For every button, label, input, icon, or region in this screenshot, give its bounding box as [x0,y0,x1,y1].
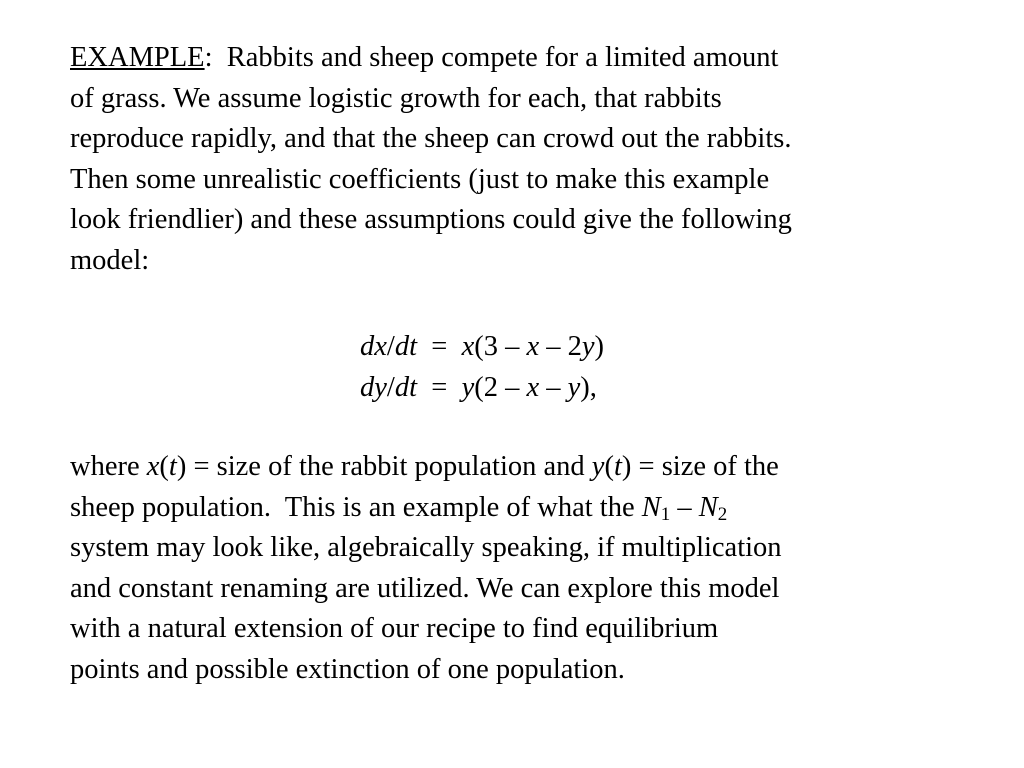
eq2-lhs-den: dt [394,371,417,403]
eq1-open: (3 – [474,331,527,362]
explanation-line-5: with a natural extension of our recipe to find equilibrium [70,613,719,644]
expl-var-y: y [591,451,605,482]
eq1-close: ) [594,331,605,362]
equation-dxdt [360,327,604,368]
expl-n1-subscript: 1 [660,503,671,525]
intro-line-4: Then some unrealistic coefficients (just to make this example [70,163,770,195]
eq1-x: x [526,331,540,362]
expl-l1-e: ) = size of the [621,451,779,482]
expl-n2-subscript: 2 [717,503,728,525]
explanation-line-2 [70,488,950,529]
explanation-line-4: and constant renaming are utilized. We can explore this model [70,572,780,604]
eq1-lhs-den: dt [394,331,417,362]
eq2-mid: – [539,371,568,403]
eq2-y: y [567,371,581,403]
explanation-line-1 [70,447,950,488]
explanation-paragraph [70,447,950,690]
eq1-lhs-num: dx [360,331,387,362]
eq1-lhs-slash: / [386,331,395,362]
intro-line-5: look friendlier) and these assumptions could give the following [70,204,792,235]
expl-var-t2: t [613,451,622,482]
intro-line-6: model: [70,244,150,276]
eq2-var: y [461,371,475,403]
eq2-close: ), [580,371,597,403]
expl-n1: N [641,491,661,523]
eq1-equals: = [417,331,462,362]
eq2-lhs-slash: / [386,371,395,403]
eq1-y: y [581,331,595,362]
expl-l2-a: sheep population. This is an example of what the [70,491,642,523]
explanation-line-3: system may look like, algebraically speaking, if multiplication [70,532,782,563]
eq2-x: x [526,371,540,403]
expl-l1-c: ) = size of the rabbit population and [176,451,592,482]
eq2-lhs-num: dy [360,371,387,403]
expl-l1-d: ( [604,451,614,482]
expl-dash: – [670,491,699,523]
expl-n2: N [698,491,718,523]
eq1-var: x [461,331,475,362]
intro-line-1 [70,38,950,79]
intro-line-2: of grass. We assume logistic growth for each, that rabbits [70,82,722,114]
expl-var-t1: t [168,451,177,482]
equation-block [360,327,604,408]
expl-l1-b: ( [159,451,169,482]
explanation-line-6: points and possible extinction of one population. [70,653,625,685]
expl-var-x: x [146,451,160,482]
intro-line-3: reproduce rapidly, and that the sheep can crowd out the rabbits. [70,123,792,154]
example-label: EXAMPLE [70,42,205,73]
eq2-equals: = [417,371,462,403]
intro-line-1-text: : Rabbits and sheep compete for a limited amount [204,42,779,73]
expl-l1-a: where [70,451,147,482]
equation-dydt [360,368,604,409]
eq1-mid: – 2 [539,331,582,362]
intro-paragraph [70,38,950,281]
eq2-open: (2 – [474,371,527,403]
